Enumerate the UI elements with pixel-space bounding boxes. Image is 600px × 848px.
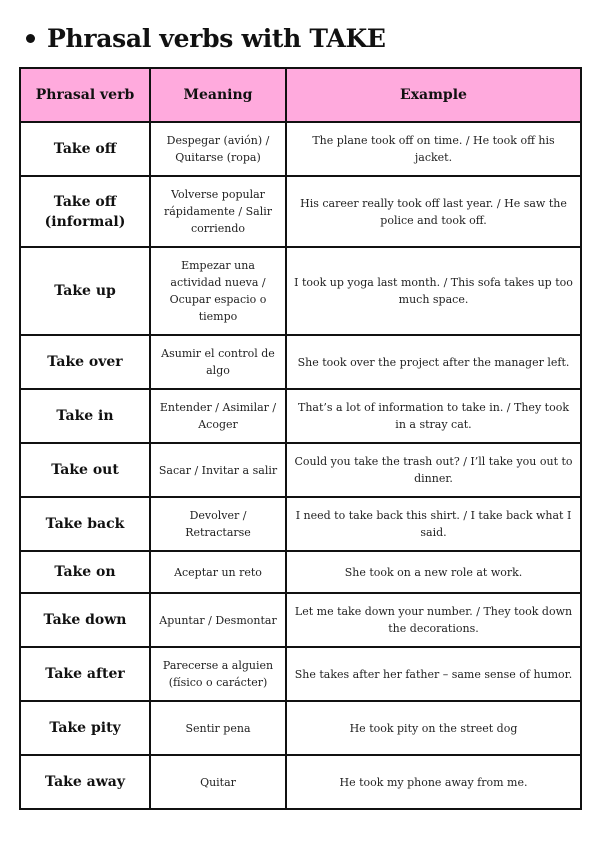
example-cell: Could you take the trash out? / I’ll take you out to dinner. <box>286 443 581 497</box>
verb-cell: Take on <box>20 551 150 593</box>
table-row <box>20 551 581 593</box>
verb-cell: Take after <box>20 647 150 701</box>
example-cell: I took up yoga last month. / This sofa takes up too much space. <box>286 247 581 335</box>
example-cell: He took pity on the street dog <box>286 701 581 755</box>
table-row <box>20 593 581 647</box>
meaning-cell: Volverse popular rápidamente / Salir corriendo <box>150 176 286 247</box>
verb-cell: Take over <box>20 335 150 389</box>
example-cell: His career really took off last year. / He saw the police and took off. <box>286 176 581 247</box>
meaning-cell: Asumir el control de algo <box>150 335 286 389</box>
example-cell: I need to take back this shirt. / I take back what I said. <box>286 497 581 551</box>
meaning-cell: Empezar una actividad nueva / Ocupar espacio o tiempo <box>150 247 286 335</box>
meaning-cell: Devolver / Retractarse <box>150 497 286 551</box>
verb-cell: Take off <box>20 122 150 176</box>
meaning-cell: Aceptar un reto <box>150 551 286 593</box>
table-row <box>20 443 581 497</box>
table-row <box>20 497 581 551</box>
page-title-text: Phrasal verbs with TAKE <box>47 24 386 53</box>
table-row <box>20 247 581 335</box>
meaning-cell: Despegar (avión) / Quitarse (ropa) <box>150 122 286 176</box>
table-row <box>20 701 581 755</box>
verb-cell: Take away <box>20 755 150 809</box>
header-phrasal-verb: Phrasal verb <box>20 68 150 122</box>
verb-cell: Take pity <box>20 701 150 755</box>
table-row <box>20 122 581 176</box>
verb-cell: Take off (informal) <box>20 176 150 247</box>
table-row <box>20 755 581 809</box>
example-cell: She took over the project after the manager left. <box>286 335 581 389</box>
meaning-cell: Sentir pena <box>150 701 286 755</box>
table-row <box>20 335 581 389</box>
verb-cell: Take back <box>20 497 150 551</box>
meaning-cell: Apuntar / Desmontar <box>150 593 286 647</box>
table-row <box>20 176 581 247</box>
example-cell: She takes after her father – same sense of humor. <box>286 647 581 701</box>
verb-cell: Take in <box>20 389 150 443</box>
page-title <box>26 24 386 53</box>
example-cell: The plane took off on time. / He took off his jacket. <box>286 122 581 176</box>
meaning-cell: Quitar <box>150 755 286 809</box>
header-example: Example <box>286 68 581 122</box>
example-cell: Let me take down your number. / They took down the decorations. <box>286 593 581 647</box>
phrasal-verbs-table <box>19 67 582 810</box>
header-meaning: Meaning <box>150 68 286 122</box>
example-cell: That’s a lot of information to take in. / They took in a stray cat. <box>286 389 581 443</box>
verb-cell: Take out <box>20 443 150 497</box>
meaning-cell: Entender / Asimilar / Acoger <box>150 389 286 443</box>
meaning-cell: Sacar / Invitar a salir <box>150 443 286 497</box>
example-cell: She took on a new role at work. <box>286 551 581 593</box>
meaning-cell: Parecerse a alguien (físico o carácter) <box>150 647 286 701</box>
table-row <box>20 647 581 701</box>
verb-cell: Take up <box>20 247 150 335</box>
table-row <box>20 389 581 443</box>
table-header-row <box>20 68 581 122</box>
bullet-icon <box>26 34 35 43</box>
example-cell: He took my phone away from me. <box>286 755 581 809</box>
verb-cell: Take down <box>20 593 150 647</box>
